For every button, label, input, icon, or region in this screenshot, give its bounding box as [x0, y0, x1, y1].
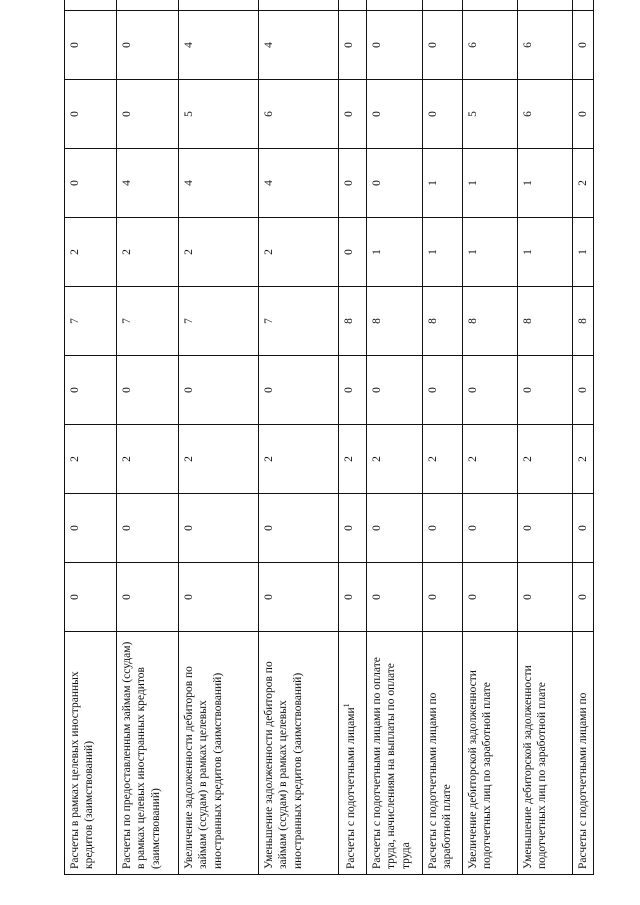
code-digit-cell: 0 [339, 494, 367, 563]
code-digit-cell: 2 [117, 218, 179, 287]
code-digit-cell: 6 [463, 11, 518, 80]
code-digit-cell [339, 0, 367, 11]
code-digit-cell: 1 [518, 149, 573, 218]
table-row [339, 0, 367, 875]
rotated-table [64, 42, 591, 875]
code-digit-cell: 0 [117, 11, 179, 80]
code-digit-cell: 0 [339, 11, 367, 80]
row-label-cell [463, 632, 518, 875]
code-digit-cell: 0 [65, 149, 117, 218]
code-digit-cell: 2 [259, 425, 339, 494]
code-digit-cell: 2 [423, 425, 463, 494]
row-label-cell [179, 632, 259, 875]
row-label: Уменьшение задолженности дебиторов по займам (ссудам) в рамках целевых иностранных кредитов (заимствований) [263, 661, 304, 869]
code-digit-cell: 8 [463, 287, 518, 356]
code-digit-cell: 2 [117, 425, 179, 494]
code-digit-cell: 0 [573, 494, 594, 563]
code-digit-cell [423, 0, 463, 11]
row-label: Увеличение дебиторской задолженности подотчетных лиц по заработной плате [467, 670, 494, 869]
table-row [259, 0, 339, 875]
code-digit-cell: 0 [573, 356, 594, 425]
code-digit-cell: 2 [367, 425, 423, 494]
code-digit-cell: 2 [179, 425, 259, 494]
row-label-cell [573, 632, 594, 875]
code-digit-cell: 0 [65, 80, 117, 149]
code-digit-cell: 0 [179, 494, 259, 563]
table-row [573, 0, 594, 875]
code-digit-cell: 0 [573, 563, 594, 632]
code-digit-cell: 0 [117, 80, 179, 149]
code-digit-cell: 0 [65, 11, 117, 80]
code-digit-cell: 0 [65, 356, 117, 425]
code-digit-cell: 0 [367, 494, 423, 563]
code-digit-cell: 0 [367, 563, 423, 632]
code-digit-cell: 0 [367, 149, 423, 218]
code-digit-cell: 0 [518, 563, 573, 632]
code-digit-cell: 0 [259, 563, 339, 632]
code-digit-cell: 2 [65, 218, 117, 287]
code-digit-cell [573, 0, 594, 11]
table-row [367, 0, 423, 875]
row-label-cell [423, 632, 463, 875]
code-digit-cell: 2 [518, 425, 573, 494]
code-digit-cell: 0 [518, 494, 573, 563]
row-label-cell [518, 632, 573, 875]
code-digit-cell: 0 [518, 356, 573, 425]
code-digit-cell: 0 [367, 356, 423, 425]
code-digit-cell: 4 [179, 11, 259, 80]
code-digit-cell [179, 0, 259, 11]
code-digit-cell: 0 [117, 356, 179, 425]
accounts-table [64, 0, 594, 875]
code-digit-cell [367, 0, 423, 11]
code-digit-cell: 2 [259, 218, 339, 287]
table-row [65, 0, 117, 875]
table-wrapper [64, 42, 591, 875]
code-digit-cell [65, 0, 117, 11]
code-digit-cell: 1 [423, 218, 463, 287]
row-label: Расчеты с подотчетными лицами по оплате труда, начислениям на выплаты по оплате труда [371, 657, 412, 869]
code-digit-cell: 8 [339, 287, 367, 356]
code-digit-cell: 7 [259, 287, 339, 356]
row-label: Увеличение задолженности дебиторов по займам (ссудам) в рамках целевых иностранных кредитов (заимствований) [183, 666, 224, 869]
code-digit-cell: 1 [573, 218, 594, 287]
table-row [179, 0, 259, 875]
code-digit-cell [463, 0, 518, 11]
code-digit-cell: 0 [117, 563, 179, 632]
code-digit-cell: 0 [179, 356, 259, 425]
table-row [463, 0, 518, 875]
row-label: Расчеты в рамках целевых иностранных кредитов (заимствований) [69, 671, 96, 869]
code-digit-cell: 6 [259, 80, 339, 149]
code-digit-cell: 8 [518, 287, 573, 356]
code-digit-cell: 0 [65, 494, 117, 563]
code-digit-cell [117, 0, 179, 11]
code-digit-cell: 0 [339, 218, 367, 287]
code-digit-cell: 0 [423, 356, 463, 425]
code-digit-cell: 0 [463, 563, 518, 632]
table-row [518, 0, 573, 875]
code-digit-cell: 0 [423, 563, 463, 632]
row-label: Расчеты с подотчетными лицами [344, 707, 357, 869]
code-digit-cell: 4 [259, 149, 339, 218]
row-label-cell [367, 632, 423, 875]
code-digit-cell: 0 [423, 11, 463, 80]
code-digit-cell: 0 [423, 494, 463, 563]
code-digit-cell: 4 [259, 11, 339, 80]
row-label-cell [65, 632, 117, 875]
row-label-cell [339, 632, 367, 875]
code-digit-cell: 2 [573, 425, 594, 494]
code-digit-cell: 5 [179, 80, 259, 149]
code-digit-cell: 0 [117, 494, 179, 563]
table-row [423, 0, 463, 875]
code-digit-cell: 8 [423, 287, 463, 356]
code-digit-cell: 2 [179, 218, 259, 287]
code-digit-cell: 1 [518, 218, 573, 287]
code-digit-cell: 1 [367, 218, 423, 287]
code-digit-cell: 8 [573, 287, 594, 356]
code-digit-cell: 6 [518, 80, 573, 149]
code-digit-cell: 2 [463, 425, 518, 494]
code-digit-cell: 0 [463, 356, 518, 425]
code-digit-cell: 0 [65, 563, 117, 632]
row-label: Расчеты по предоставленным займам (ссудам) в рамках целевых иностранных кредитов (заимствований) [121, 641, 162, 869]
code-digit-cell: 7 [179, 287, 259, 356]
code-digit-cell: 0 [367, 80, 423, 149]
code-digit-cell: 6 [518, 11, 573, 80]
row-label: Расчеты с подотчетными лицами по заработной плате [427, 692, 454, 869]
code-digit-cell [259, 0, 339, 11]
footnote-marker: 1 [342, 703, 351, 708]
code-digit-cell: 0 [573, 11, 594, 80]
code-digit-cell: 8 [367, 287, 423, 356]
row-label: Расчеты с подотчетными лицами по [577, 692, 589, 869]
code-digit-cell: 0 [463, 494, 518, 563]
code-digit-cell: 0 [367, 11, 423, 80]
row-label-cell [259, 632, 339, 875]
code-digit-cell: 0 [259, 494, 339, 563]
code-digit-cell: 7 [65, 287, 117, 356]
row-label-cell [117, 632, 179, 875]
code-digit-cell: 0 [573, 80, 594, 149]
code-digit-cell: 0 [339, 563, 367, 632]
code-digit-cell: 1 [463, 218, 518, 287]
code-digit-cell: 2 [65, 425, 117, 494]
code-digit-cell: 0 [339, 80, 367, 149]
code-digit-cell: 4 [117, 149, 179, 218]
code-digit-cell: 2 [573, 149, 594, 218]
code-digit-cell: 0 [423, 80, 463, 149]
code-digit-cell: 0 [339, 149, 367, 218]
code-digit-cell: 1 [423, 149, 463, 218]
code-digit-cell [518, 0, 573, 11]
code-digit-cell: 0 [179, 563, 259, 632]
row-label: Уменьшение дебиторской задолженности подотчетных лиц по заработной плате [522, 665, 549, 869]
table-body [65, 0, 594, 875]
code-digit-cell: 4 [179, 149, 259, 218]
code-digit-cell: 5 [463, 80, 518, 149]
code-digit-cell: 0 [339, 356, 367, 425]
code-digit-cell: 7 [117, 287, 179, 356]
table-row [117, 0, 179, 875]
code-digit-cell: 2 [339, 425, 367, 494]
code-digit-cell: 1 [463, 149, 518, 218]
code-digit-cell: 0 [259, 356, 339, 425]
